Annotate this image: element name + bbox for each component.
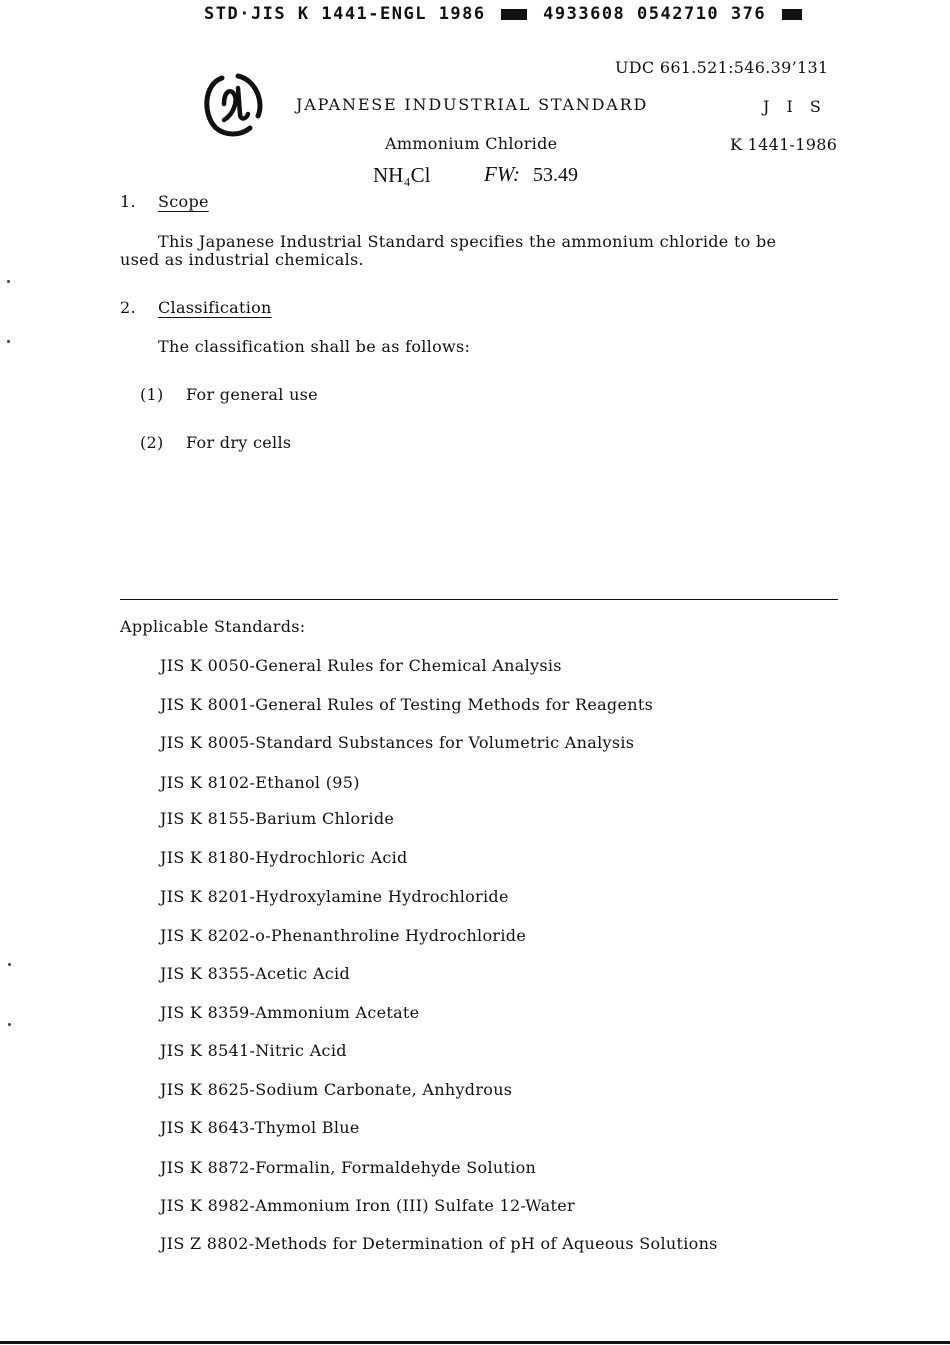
standard-reference: JIS K 8541-Nitric Acid	[160, 1041, 347, 1060]
standard-reference: JIS K 8202-o-Phenanthroline Hydrochloride	[160, 926, 527, 945]
standard-name: JAPANESE INDUSTRIAL STANDARD	[296, 95, 649, 114]
list-item-marker: (1)	[140, 385, 164, 404]
standard-reference: JIS K 8355-Acetic Acid	[160, 964, 350, 983]
product-name: Ammonium Chloride	[385, 134, 558, 153]
standard-reference: JIS K 8201-Hydroxylamine Hydrochloride	[160, 887, 509, 906]
standard-reference: JIS K 8001-General Rules of Testing Methods for Reagents	[160, 695, 654, 714]
section-title-classification: Classification	[158, 298, 272, 317]
stamp-code: 4933608 0542710 376	[543, 4, 767, 24]
section-title-scope: Scope	[158, 192, 209, 211]
standard-reference: JIS K 8359-Ammonium Acetate	[160, 1003, 420, 1022]
applicable-standards-heading: Applicable Standards:	[120, 617, 306, 636]
standard-reference: JIS K 8180-Hydrochloric Acid	[160, 848, 408, 867]
scan-speck	[8, 1023, 11, 1026]
list-item: For dry cells	[186, 433, 292, 452]
classification-intro: The classification shall be as follows:	[158, 337, 471, 356]
standard-reference: JIS K 8102-Ethanol (95)	[160, 773, 360, 792]
scan-speck	[7, 280, 10, 283]
scan-speck	[7, 340, 10, 343]
list-item: For general use	[186, 385, 318, 404]
stamp-block-icon	[782, 9, 802, 20]
section-number: 2.	[120, 298, 136, 317]
standard-reference: JIS K 8155-Barium Chloride	[160, 809, 395, 828]
jis-mark-icon	[200, 70, 266, 138]
standard-number: K 1441-1986	[730, 135, 838, 154]
standard-reference: JIS K 8982-Ammonium Iron (III) Sulfate 12-Water	[160, 1196, 575, 1215]
formula-weight-label: FW:	[484, 162, 520, 186]
udc-number: UDC 661.521:546.39’131	[615, 58, 829, 77]
standard-reference: JIS K 8872-Formalin, Formaldehyde Solution	[160, 1158, 537, 1177]
standard-reference: JIS K 8005-Standard Substances for Volumetric Analysis	[160, 733, 635, 752]
jis-label: J I S	[763, 97, 827, 116]
scope-text-line: used as industrial chemicals.	[120, 250, 364, 269]
formula-weight-value: 53.49	[533, 164, 578, 186]
page-bottom-edge	[0, 1341, 950, 1344]
stamp-prefix: STD·JIS K 1441-ENGL 1986	[204, 4, 486, 24]
list-item-marker: (2)	[140, 433, 164, 452]
footnote-divider	[120, 599, 838, 600]
section-number: 1.	[120, 192, 136, 211]
standard-reference: JIS K 0050-General Rules for Chemical Analysis	[160, 656, 562, 675]
stamp-block-icon	[501, 9, 527, 20]
chemical-formula: NH₄Cl	[373, 163, 431, 187]
scope-text-line: This Japanese Industrial Standard specifies the ammonium chloride to be	[158, 232, 777, 251]
document-stamp	[204, 4, 806, 24]
standard-reference: JIS K 8625-Sodium Carbonate, Anhydrous	[160, 1080, 513, 1099]
standard-reference: JIS K 8643-Thymol Blue	[160, 1118, 360, 1137]
standard-reference: JIS Z 8802-Methods for Determination of pH of Aqueous Solutions	[160, 1234, 718, 1253]
scan-speck	[8, 963, 11, 966]
